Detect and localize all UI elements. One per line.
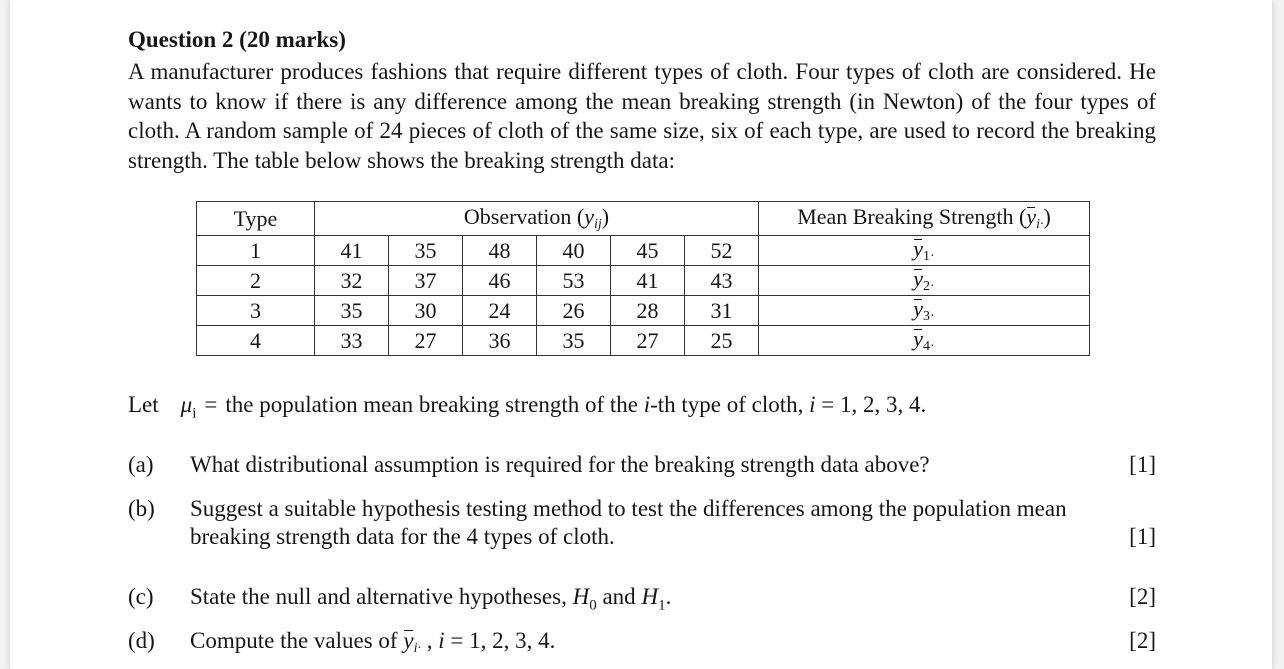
document-page bbox=[10, 0, 1272, 669]
header-mean-close: ) bbox=[1043, 204, 1051, 229]
index-range: = 1, 2, 3, 4. bbox=[444, 628, 556, 653]
question-label: (b) bbox=[128, 496, 155, 521]
let-word: Let bbox=[128, 392, 159, 417]
text-comma: , bbox=[420, 628, 439, 653]
equals-sign: = bbox=[204, 392, 218, 417]
marks-label: [1] bbox=[1129, 524, 1156, 549]
mean-cell bbox=[759, 326, 1090, 356]
mean-sub: 2· bbox=[923, 279, 935, 294]
question-b bbox=[128, 495, 1156, 551]
question-label: (a) bbox=[128, 452, 154, 477]
ybar-symbol: y bbox=[913, 326, 924, 351]
definition-text-a: the population mean breaking strength of the bbox=[225, 392, 644, 417]
ybar-sub: i· bbox=[413, 641, 421, 656]
obs-cell: 53 bbox=[537, 266, 611, 296]
obs-cell: 24 bbox=[463, 296, 537, 326]
marks-label: [1] bbox=[1129, 452, 1156, 477]
index-var: i bbox=[438, 628, 445, 653]
obs-cell: 35 bbox=[537, 326, 611, 356]
row-type: 3 bbox=[197, 296, 315, 326]
header-observation-sub: ij bbox=[594, 217, 602, 232]
text-and: and bbox=[596, 584, 642, 609]
question-d bbox=[128, 627, 1156, 663]
obs-cell: 41 bbox=[611, 266, 685, 296]
ybar-symbol: y bbox=[913, 236, 924, 261]
obs-cell: 26 bbox=[537, 296, 611, 326]
let-definition bbox=[128, 392, 926, 423]
header-mean-sub: i· bbox=[1036, 217, 1044, 232]
table-row bbox=[197, 296, 1090, 326]
row-type: 2 bbox=[197, 266, 315, 296]
index-range: = 1, 2, 3, 4. bbox=[815, 392, 927, 417]
header-observation-close: ) bbox=[601, 204, 610, 229]
question-intro: A manufacturer produces fashions that require different types of cloth. Four types of cloth are considered. He wants to know if there is any difference among the mean breaking strength (in Newton) of the four types of cloth. A random sample of 24 pieces of cloth of the same size, six of each type, are used to record the breaking strength. The table below shows the breaking strength data: bbox=[128, 59, 1156, 173]
header-mean bbox=[759, 202, 1090, 236]
mean-sub: 1· bbox=[923, 249, 935, 264]
question-text-line2: breaking strength data for the 4 types of cloth. bbox=[190, 524, 615, 549]
row-type: 1 bbox=[197, 236, 315, 266]
question-text: What distributional assumption is required for the breaking strength data above? bbox=[190, 452, 930, 477]
h-symbol: H bbox=[572, 584, 590, 609]
obs-cell: 41 bbox=[315, 236, 389, 266]
ybar-symbol: y bbox=[913, 266, 924, 291]
ybar-symbol: y bbox=[913, 296, 924, 321]
header-observation-var: y bbox=[584, 204, 594, 229]
breaking-strength-table bbox=[196, 201, 1090, 356]
text-end: . bbox=[665, 584, 672, 609]
h-symbol: H bbox=[641, 584, 659, 609]
obs-cell: 46 bbox=[463, 266, 537, 296]
header-type: Type bbox=[197, 202, 315, 236]
mean-sub: 3· bbox=[923, 309, 935, 324]
obs-cell: 27 bbox=[389, 326, 463, 356]
definition-text-b: -th type of cloth, bbox=[650, 392, 810, 417]
h0-sub: 0 bbox=[589, 597, 597, 614]
obs-cell: 25 bbox=[685, 326, 759, 356]
table-row bbox=[197, 266, 1090, 296]
mean-cell bbox=[759, 296, 1090, 326]
mu-sub: i bbox=[192, 405, 197, 422]
marks-label: [2] bbox=[1129, 584, 1156, 609]
table-row bbox=[197, 326, 1090, 356]
index-var: i bbox=[809, 392, 816, 417]
header-observation-text: Observation ( bbox=[463, 204, 585, 229]
question-a bbox=[128, 451, 1156, 479]
question-text bbox=[190, 583, 1156, 620]
question-label: (c) bbox=[128, 584, 154, 609]
mean-cell bbox=[759, 236, 1090, 266]
text-part: Compute the values of bbox=[190, 628, 404, 653]
obs-cell: 31 bbox=[685, 296, 759, 326]
mean-sub: 4· bbox=[923, 339, 935, 354]
h1-sub: 1 bbox=[658, 597, 666, 614]
marks-label: [2] bbox=[1129, 628, 1156, 653]
table-row bbox=[197, 236, 1090, 266]
obs-cell: 40 bbox=[537, 236, 611, 266]
obs-cell: 33 bbox=[315, 326, 389, 356]
question-c bbox=[128, 583, 1156, 620]
obs-cell: 43 bbox=[685, 266, 759, 296]
text-part: State the null and alternative hypotheses, bbox=[190, 584, 573, 609]
obs-cell: 32 bbox=[315, 266, 389, 296]
question-text bbox=[190, 627, 1156, 663]
question-text-line1: Suggest a suitable hypothesis testing method to test the differences among the population mean bbox=[190, 496, 1067, 521]
question-title: Question 2 (20 marks) bbox=[128, 27, 346, 52]
obs-cell: 52 bbox=[685, 236, 759, 266]
obs-cell: 36 bbox=[463, 326, 537, 356]
obs-cell: 35 bbox=[389, 236, 463, 266]
mean-cell bbox=[759, 266, 1090, 296]
obs-cell: 37 bbox=[389, 266, 463, 296]
obs-cell: 28 bbox=[611, 296, 685, 326]
obs-cell: 45 bbox=[611, 236, 685, 266]
header-mean-text: Mean Breaking Strength ( bbox=[797, 204, 1027, 229]
obs-cell: 27 bbox=[611, 326, 685, 356]
definition-i: i bbox=[643, 392, 651, 417]
obs-cell: 48 bbox=[463, 236, 537, 266]
obs-cell: 30 bbox=[389, 296, 463, 326]
obs-cell: 35 bbox=[315, 296, 389, 326]
row-type: 4 bbox=[197, 326, 315, 356]
table-header-row bbox=[197, 202, 1090, 236]
ybar-symbol: y bbox=[403, 628, 414, 653]
question-label: (d) bbox=[128, 628, 155, 653]
mu-symbol: μ bbox=[180, 392, 193, 417]
header-observation bbox=[315, 202, 759, 236]
ybar-symbol: y bbox=[1026, 204, 1037, 229]
